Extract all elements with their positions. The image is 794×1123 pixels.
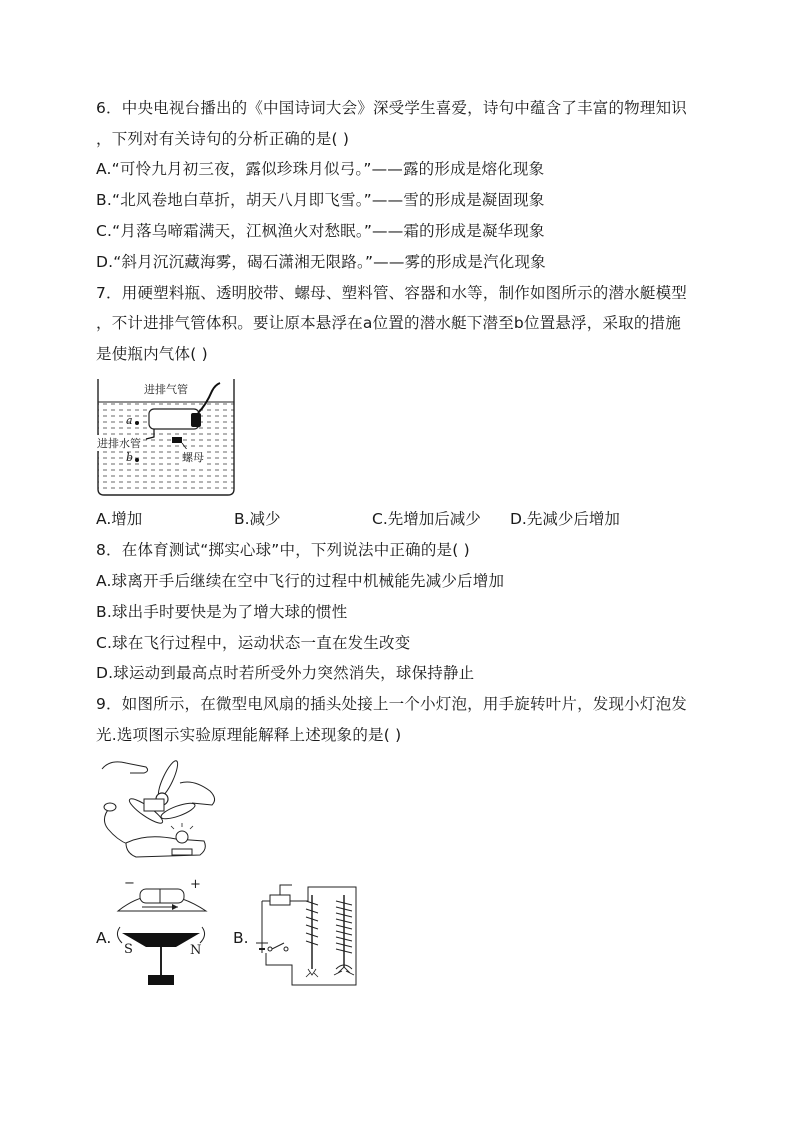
north-pole-label: N bbox=[190, 943, 202, 958]
option-b-figure bbox=[250, 877, 364, 991]
q7-option-c: C.先增加后减少 bbox=[372, 510, 481, 528]
q7-option-b: B.减少 bbox=[234, 510, 281, 528]
q9-stem-line1: 9．如图所示，在微型电风扇的插头处接上一个小灯泡，用手旋转叶片，发现小灯泡发 bbox=[96, 695, 687, 713]
q7-stem-line3: 是使瓶内气体( ) bbox=[96, 345, 208, 363]
q7-stem-line2: ，不计进排气管体积。要让原本悬浮在a位置的潜水艇下潜至b位置悬浮，采取的措施 bbox=[96, 314, 681, 332]
q7-option-d: D.先减少后增加 bbox=[510, 510, 620, 528]
q8-option-c: C.球在飞行过程中，运动状态一直在发生改变 bbox=[96, 634, 411, 652]
q6-option-c: C.“月落乌啼霜满天，江枫渔火对愁眠。”——霜的形成是凝华现象 bbox=[96, 222, 545, 240]
q9-option-b-label: B. bbox=[233, 929, 249, 947]
q8-option-d: D.球运动到最高点时若所受外力突然消失，球保持静止 bbox=[96, 664, 475, 682]
q8-option-a: A.球离开手后继续在空中飞行的过程中机械能先减少后增加 bbox=[96, 572, 505, 590]
minus-label: − bbox=[124, 876, 135, 891]
plus-label: + bbox=[190, 877, 201, 892]
q8-stem: 8．在体育测试“掷实心球”中，下列说法中正确的是( ) bbox=[96, 541, 470, 559]
q9-option-a-label: A. bbox=[96, 929, 112, 947]
q6-stem-line2: ，下列对有关诗句的分析正确的是( ) bbox=[96, 130, 350, 148]
q7-stem-line1: 7．用硬塑料瓶、透明胶带、螺母、塑料管、容器和水等，制作如图所示的潜水艇模型 bbox=[96, 284, 687, 302]
air-pipe-label: 进排气管 bbox=[144, 383, 188, 396]
q6-option-d: D.“斜月沉沉藏海雾，碣石潇湘无限路。”——雾的形成是汽化现象 bbox=[96, 253, 546, 271]
nut-label: 螺母 bbox=[182, 451, 204, 464]
water-pipe-label: 进排水管 bbox=[97, 437, 141, 450]
q9-stem-line2: 光.选项图示实验原理能解释上述现象的是( ) bbox=[96, 726, 402, 744]
option-a-figure bbox=[112, 877, 214, 989]
south-pole-label: S bbox=[124, 942, 133, 957]
submarine-figure bbox=[94, 377, 238, 499]
q6-option-a: A.“可怜九月初三夜，露似珍珠月似弓。”——露的形成是熔化现象 bbox=[96, 160, 545, 178]
fan-bulb-figure bbox=[96, 755, 226, 873]
position-a-label: a bbox=[126, 414, 133, 427]
q6-stem-line1: 6．中央电视台播出的《中国诗词大会》深受学生喜爱，诗句中蕴含了丰富的物理知识 bbox=[96, 99, 687, 117]
q6-option-b: B.“北风卷地白草折，胡天八月即飞雪。”——雪的形成是凝固现象 bbox=[96, 191, 545, 209]
q7-option-a: A.增加 bbox=[96, 510, 143, 528]
q8-option-b: B.球出手时要快是为了增大球的惯性 bbox=[96, 603, 348, 621]
position-b-label: b bbox=[126, 451, 134, 464]
